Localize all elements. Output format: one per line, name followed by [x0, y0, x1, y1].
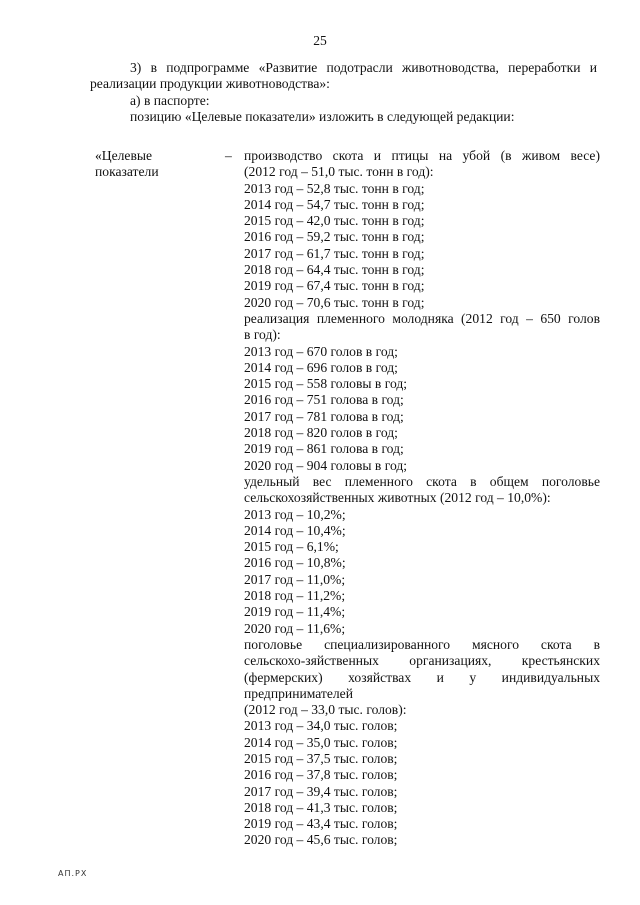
intro-line-4: позицию «Целевые показатели» изложить в следующей редакции:: [130, 108, 515, 124]
share-item: 2018 год – 11,2%;: [244, 588, 346, 604]
intro-line-2: реализации продукции животноводства»:: [90, 76, 330, 92]
intro-line-1: 3) в подпрограмме «Развитие подотрасли животноводства, переработки и: [130, 60, 597, 75]
livestock-heading-5: (2012 год – 33,0 тыс. голов):: [244, 702, 407, 718]
share-item: 2020 год – 11,6%;: [244, 620, 346, 636]
livestock-item: 2015 год – 37,5 тыс. голов;: [244, 750, 398, 766]
intro-block: [90, 60, 597, 125]
livestock-heading-1: поголовье специализированного мясного скота в: [244, 636, 600, 652]
livestock-heading-2: сельскохо-зяйственных организациях, крестьянских: [244, 653, 600, 669]
label-line-2: показатели: [95, 164, 159, 180]
breeding-item: 2014 год – 696 голов в год;: [244, 359, 398, 375]
livestock-item: 2019 год – 43,4 тыс. голов;: [244, 816, 398, 832]
share-item: 2015 год – 6,1%;: [244, 539, 339, 555]
production-item: 2015 год – 42,0 тыс. тонн в год;: [244, 213, 425, 229]
share-item: 2016 год – 10,8%;: [244, 555, 346, 571]
footer-code: АП.РХ: [58, 869, 88, 878]
production-item: 2014 год – 54,7 тыс. тонн в год;: [244, 196, 425, 212]
livestock-item: 2018 год – 41,3 тыс. голов;: [244, 799, 398, 815]
production-item: 2013 год – 52,8 тыс. тонн в год;: [244, 180, 425, 196]
page-number: 25: [313, 33, 327, 48]
livestock-item: 2014 год – 35,0 тыс. голов;: [244, 734, 398, 750]
share-heading-1: удельный вес племенного скота в общем поголовье: [244, 473, 600, 489]
breeding-item: 2020 год – 904 головы в год;: [244, 457, 408, 473]
intro-line-3: а) в паспорте:: [130, 92, 210, 108]
livestock-item: 2020 год – 45,6 тыс. голов;: [244, 832, 398, 848]
livestock-item: 2016 год – 37,8 тыс. голов;: [244, 767, 398, 783]
target-indicators-label: [95, 148, 205, 181]
production-item: 2019 год – 67,4 тыс. тонн в год;: [244, 278, 425, 294]
share-heading-2: сельскохозяйственных животных (2012 год – 10,0%):: [244, 490, 551, 506]
livestock-heading-4: предпринимателей: [244, 685, 353, 701]
breeding-item: 2019 год – 861 голова в год;: [244, 441, 404, 457]
label-dash: –: [225, 148, 232, 163]
breeding-item: 2018 год – 820 голов в год;: [244, 425, 398, 441]
production-item: 2016 год – 59,2 тыс. тонн в год;: [244, 229, 425, 245]
breeding-heading-2: в год):: [244, 327, 281, 343]
breeding-item: 2016 год – 751 голова в год;: [244, 392, 404, 408]
breeding-item: 2015 год – 558 головы в год;: [244, 376, 408, 392]
production-item: 2020 год – 70,6 тыс. тонн в год;: [244, 294, 425, 310]
livestock-heading-3: (фермерских) хозяйствах и у индивидуальных: [244, 669, 600, 685]
share-item: 2014 год – 10,4%;: [244, 522, 346, 538]
share-item: 2017 год – 11,0%;: [244, 571, 346, 587]
livestock-item: 2013 год – 34,0 тыс. голов;: [244, 718, 398, 734]
breeding-item: 2013 год – 670 голов в год;: [244, 343, 398, 359]
breeding-item: 2017 год – 781 голова в год;: [244, 408, 404, 424]
livestock-item: 2017 год – 39,4 тыс. голов;: [244, 783, 398, 799]
production-item: 2017 год – 61,7 тыс. тонн в год;: [244, 245, 425, 261]
breeding-heading-1: реализация племенного молодняка (2012 год – 650 голов: [244, 310, 600, 326]
production-heading-1: производство скота и птицы на убой (в живом весе): [244, 148, 600, 163]
production-heading-2: (2012 год – 51,0 тыс. тонн в год):: [244, 164, 434, 180]
share-item: 2013 год – 10,2%;: [244, 506, 346, 522]
share-item: 2019 год – 11,4%;: [244, 604, 346, 620]
indicators-content: [244, 148, 600, 849]
production-item: 2018 год – 64,4 тыс. тонн в год;: [244, 262, 425, 278]
label-line-1: «Целевые: [95, 148, 153, 163]
